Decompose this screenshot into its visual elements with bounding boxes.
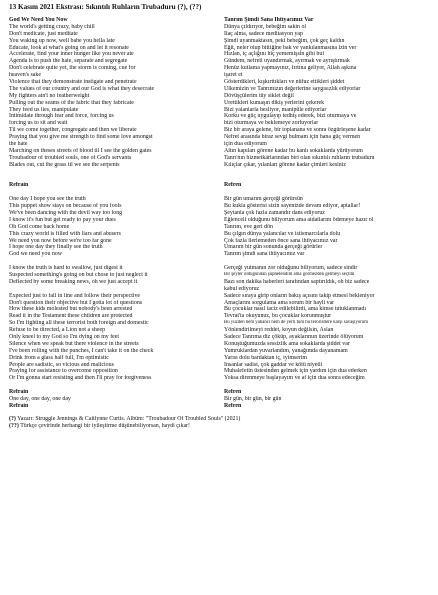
english-lyric-line: People are sadistic, so vicious and malicious (9, 361, 114, 368)
english-lyric-line: God we need you now (9, 251, 63, 258)
footnote-1-mark: (?) (9, 415, 16, 422)
turkish-lyric-line: Dövüşçülerim tüy siklet değil (224, 92, 294, 99)
english-lyric-line: Refuse to be directed, a Lion not a sheep (9, 327, 106, 334)
english-lyric-line: One day I hope you see the truth (9, 196, 86, 203)
turkish-spacer (224, 382, 429, 389)
turkish-lyric-line: Tevrat'ta okuyunuz, bu çocuklar korunmuştur (224, 313, 332, 320)
turkish-lyric-line: İnsanlar sadist, çok gaddar ve kötü niyetli (224, 361, 323, 368)
english-spacer (9, 169, 214, 176)
turkish-lyric-line: Bu yüzden hem yabancı hem de yerli tüm bu teröristlere karşı savaşıyorum (224, 320, 368, 326)
english-lyric-line: Oh God come back home (9, 223, 70, 230)
english-lyric-line: The world's getting crazy, baby chill (9, 23, 95, 30)
turkish-lyric-line: Biz bir araya gelene, bir toplanana ve sonra özgürleşene kadar (224, 127, 371, 134)
english-lyric-line: Drink from a glass half full, I'm optimistic (9, 354, 109, 361)
turkish-lyric-line: Yönlendirilmeyi reddet, koyun değilsin, Aslan (224, 327, 334, 334)
english-lyric-line: How these kids molested but nobody's been arrested (9, 306, 133, 313)
turkish-heading: Refren (224, 182, 242, 189)
english-lyric-line: I hope one day they finally see the truth (9, 244, 103, 251)
english-lyric-line: Or I'm gonna start resisting and then I'll pray for forgiveness (9, 375, 152, 382)
english-lyric-line: This puppet show stays on because of you fools (9, 203, 122, 210)
footnote-1 (9, 416, 429, 423)
footnote-2-mark: (??) (9, 422, 19, 429)
footnote-1-text: Yazarı: Struggle Jennings & Caitlynne Curtis. Albüm: "Troubadour Of Troubled Souls" (2021) (15, 415, 241, 422)
turkish-lyrics-column (224, 17, 429, 410)
turkish-lyric-line: Gösterdikleri, kışkırttıkları ve nüfuz ettikleri şiddet (224, 79, 345, 86)
turkish-spacer (224, 189, 429, 196)
english-spacer (9, 175, 214, 182)
english-lyric-line: Deflected by some breaking news, oh we just accept it (9, 278, 138, 285)
turkish-lyric-line: bizi oturmaya ve beklemeye zorluyorlar (224, 120, 319, 127)
english-lyric-line: One day, one day, one day (9, 395, 71, 402)
turkish-lyric-line: Tanrım şimdi sana ihtiyacımız var (224, 251, 305, 258)
english-spacer (9, 382, 214, 389)
english-lyric-line: Don't celebrate quite yet, the storm is coming, cue for (9, 65, 136, 72)
turkish-lyric-line: Korku ve güç uygulayıp tedhiş ederek, bizi oturmaya ve (224, 113, 357, 120)
footnotes (9, 416, 429, 430)
english-lyric-line: My fighters ain't no featherweight (9, 92, 90, 99)
english-lyric-line: Til we come together, congregate and then we liberate (9, 127, 137, 134)
turkish-lyric-line: Sadece Tanrıma diz çöküp, ayaklarımın üzerinde ölüyorum (224, 333, 364, 340)
turkish-lyric-line: Şeytanla çok fazla zamandır dans ediyoruz (224, 209, 325, 216)
english-spacer (9, 258, 214, 265)
turkish-heading: Tanrım Şimdi Sana İhtiyacımız Var (224, 17, 314, 23)
english-lyric-line: Marching on theses streets of blood til I see the golden gates (9, 147, 152, 154)
english-heading: Refrain (9, 182, 29, 189)
english-lyric-line: I know it's fun but get ready to pay your dues (9, 216, 116, 223)
turkish-lyric-line: Bir şeyler olduğundan şüphelendim ama görmezden gelmeyi seçtim (224, 271, 355, 277)
turkish-lyric-line: Dünya çıldırıyor, bebeğim sakin ol (224, 23, 307, 30)
english-lyric-line: Expected just to fall in line and follow their perspective (9, 292, 141, 299)
turkish-lyric-line: Gündem, nefreti uyandırmak, ayırmak ve ayrıştırmak (224, 58, 350, 65)
english-lyric-line: Praying for assistance to overcome opposition (9, 368, 118, 375)
turkish-lyric-line: Bu çılgın dünya yalancılar ve istismarcılarla dolu (224, 230, 341, 237)
turkish-lyric-line: Muhalefetin üstesinden gelmek için yardım için dua ederken (224, 368, 367, 375)
turkish-lyric-line: Hızlan, iç açlığını hiç yememişsin gibi bul (224, 51, 324, 58)
english-lyric-line: You waking up now, well babe you hella late (9, 37, 115, 44)
english-lyric-line: We've been dancing with the devil way too long (9, 209, 123, 216)
english-lyric-line: Read it in the Testament these children are protected (9, 313, 133, 320)
english-heading: Refrain (9, 389, 29, 396)
turkish-lyric-line: Bu kukla gösterisi sizin sayenizde devam ediyor, aptallar! (224, 203, 361, 210)
english-spacer (9, 189, 214, 196)
english-lyric-line: We need you now before we're too far gone (9, 237, 112, 244)
turkish-heading: Refren (224, 389, 242, 396)
turkish-lyric-line: Bir gün, bir gün, bir gün (224, 395, 282, 402)
english-lyric-line: Educate, look at what's going on and let it resonate (9, 44, 129, 51)
turkish-lyric-line: kabul ediyoruz (224, 285, 260, 292)
english-lyric-line: Blades out, cut the grass til we see the serpents (9, 161, 120, 168)
footnote-2-text: Türkçe çevirinde herhangi bir iyileştirme düşünebiliyorsan, haydi çıkar! (18, 422, 190, 429)
turkish-lyric-line: Bir gün umarım gerçeği görürsün (224, 196, 303, 203)
english-lyrics-column (9, 17, 214, 410)
footnote-2 (9, 423, 429, 430)
english-lyric-line: Accelerate, find your inner hunger like you never ate (9, 51, 134, 58)
turkish-lyric-line: Gerçeği yutmanın zor olduğunu biliyorum, sadece sindir (224, 265, 358, 272)
english-lyric-line: forcing us to sit and wait (9, 120, 68, 127)
turkish-lyric-line: Şimdi uyanmaktasın, peki bebeğim, çok geç kaldın (224, 37, 345, 44)
english-lyric-line: Only kneel to my God so I'm dying on my feet (9, 333, 120, 340)
turkish-lyric-line: Umarım bir gün sonunda gerçeği görürler (224, 244, 323, 251)
english-lyric-line: Suspected something's going on but chose to just neglect it (9, 271, 148, 278)
english-lyric-line: I know the truth is hard to swallow, just digest it (9, 265, 123, 272)
english-heading: God We Need You Now (9, 17, 68, 23)
turkish-lyric-line: İlaç alma, sadece meditasyon yap (224, 30, 303, 37)
turkish-lyric-line: Bazı son dakika haberleri tarafından saptırıldık, oh biz sadece (224, 278, 370, 285)
turkish-lyric-line: Eğit, neler olup bittiğine bak ve yankılanmasına izin ver (224, 44, 357, 51)
turkish-lyric-line: Bizi yalanlarla besliyor, manipüle ediyorlar (224, 106, 327, 113)
turkish-lyric-line: Yoksa direnmeye başlayayım ve af için dua sonra edeceğim (224, 375, 365, 382)
english-lyric-line: I've been rolling with the punches, I can't take it on the check (9, 347, 154, 354)
turkish-lyric-line: Yarısı dolu bardaktan iç, iyimserim (224, 354, 308, 361)
english-lyric-line: The values of our country and our God is what they desecrate (9, 85, 155, 92)
turkish-lyric-line: Nefret arasında biraz sevgi bulmam için bana güç vermen (224, 134, 361, 141)
english-lyric-line: Troubadour of troubled souls, one of God's servants (9, 154, 132, 161)
turkish-heading: Refren (224, 402, 242, 409)
turkish-lyric-line: Çok fazla ilerlemeden önce sana ihtiyacımız var (224, 237, 338, 244)
turkish-spacer (224, 169, 429, 176)
english-lyric-line: Don't question their objective but I gotta lot of questions (9, 299, 143, 306)
lyrics-columns (9, 17, 429, 410)
turkish-spacer (224, 175, 429, 182)
turkish-lyric-line: Kılıçlar çıkar, yılanları görene kadar çimleri kesiniz (224, 161, 346, 168)
english-lyric-line: Pulling out the seams of the fabric that they fabricate (9, 99, 134, 106)
document-title: 13 Kasım 2021 Ekstrası: Sıkıntılı Ruhların Trubaduru (?), (??) (9, 3, 202, 11)
english-lyric-line: So I'm fighting all these terrorist both foreign and domestic (9, 320, 149, 327)
english-lyric-line: Intimidate through fear and force, forcing us (9, 113, 114, 120)
turkish-lyric-line: Yumruklardan yuvarlandım, yanağımda dayanamam (224, 347, 348, 354)
turkish-lyric-line: Tanrı'nın hizmetkârlarından biri olan sıkıntılı ruhların trubaduru (224, 154, 375, 161)
turkish-lyric-line: işaret et (224, 72, 243, 79)
english-lyric-line: Silence when we speak but there violence in the streets (9, 340, 139, 347)
turkish-lyric-line: Henüz kutlama yapmayınız, fırtına geliyor, Allah aşkına (224, 65, 357, 72)
english-lyric-line: Violence that they demonstrate instigate and penetrate (9, 79, 137, 86)
english-lyric-line: Praying that you give me strength to find some love amongst (9, 134, 153, 141)
english-lyric-line: the hate (9, 141, 28, 148)
turkish-lyric-line: Altın kapıları görene kadar bu kanlı sokaklarda yürüyorum (224, 147, 363, 154)
turkish-lyric-line: Ülkemizin ve Tanrımızın değerlerine saygısızlık ediyorlar (224, 85, 361, 92)
turkish-lyric-line: Amaçlarını sorgulama ama sorum bir hayli var (224, 299, 335, 306)
turkish-lyric-line: Eğlenceli olduğunu biliyorum ama aidatlarını ödemeye hazır ol (224, 216, 374, 223)
turkish-lyric-line: Ürettikleri kumaşın dikiş yerlerini çekerek (224, 99, 325, 106)
english-spacer (9, 286, 214, 293)
turkish-spacer (224, 258, 429, 265)
turkish-lyric-line: için dua ediyorum (224, 141, 267, 148)
turkish-lyric-line: Tanrım, eve geri dön (224, 223, 273, 230)
turkish-lyric-line: Sadece sıraya girip onların bakış açısını takip etmesi bekleniyor (224, 292, 375, 299)
english-lyric-line: Agenda is to push the hate, separate and segregate (9, 58, 128, 65)
english-lyric-line: This crazy world is filled with liars and abusers (9, 230, 121, 237)
english-lyric-line: heaven's sake (9, 72, 41, 79)
turkish-lyric-line: Konuştuğumuzda sessizlik ama sokaklarda şiddet var (224, 340, 350, 347)
turkish-lyric-line: Bu çocuklar nasıl taciz edilebilirdi, ama kimse tutuklanmadı (224, 306, 366, 313)
english-lyric-line: They feed us lies, manipulate (9, 106, 79, 113)
english-heading: Refrain (9, 402, 29, 409)
english-lyric-line: Don't medicate, just meditate (9, 30, 78, 37)
